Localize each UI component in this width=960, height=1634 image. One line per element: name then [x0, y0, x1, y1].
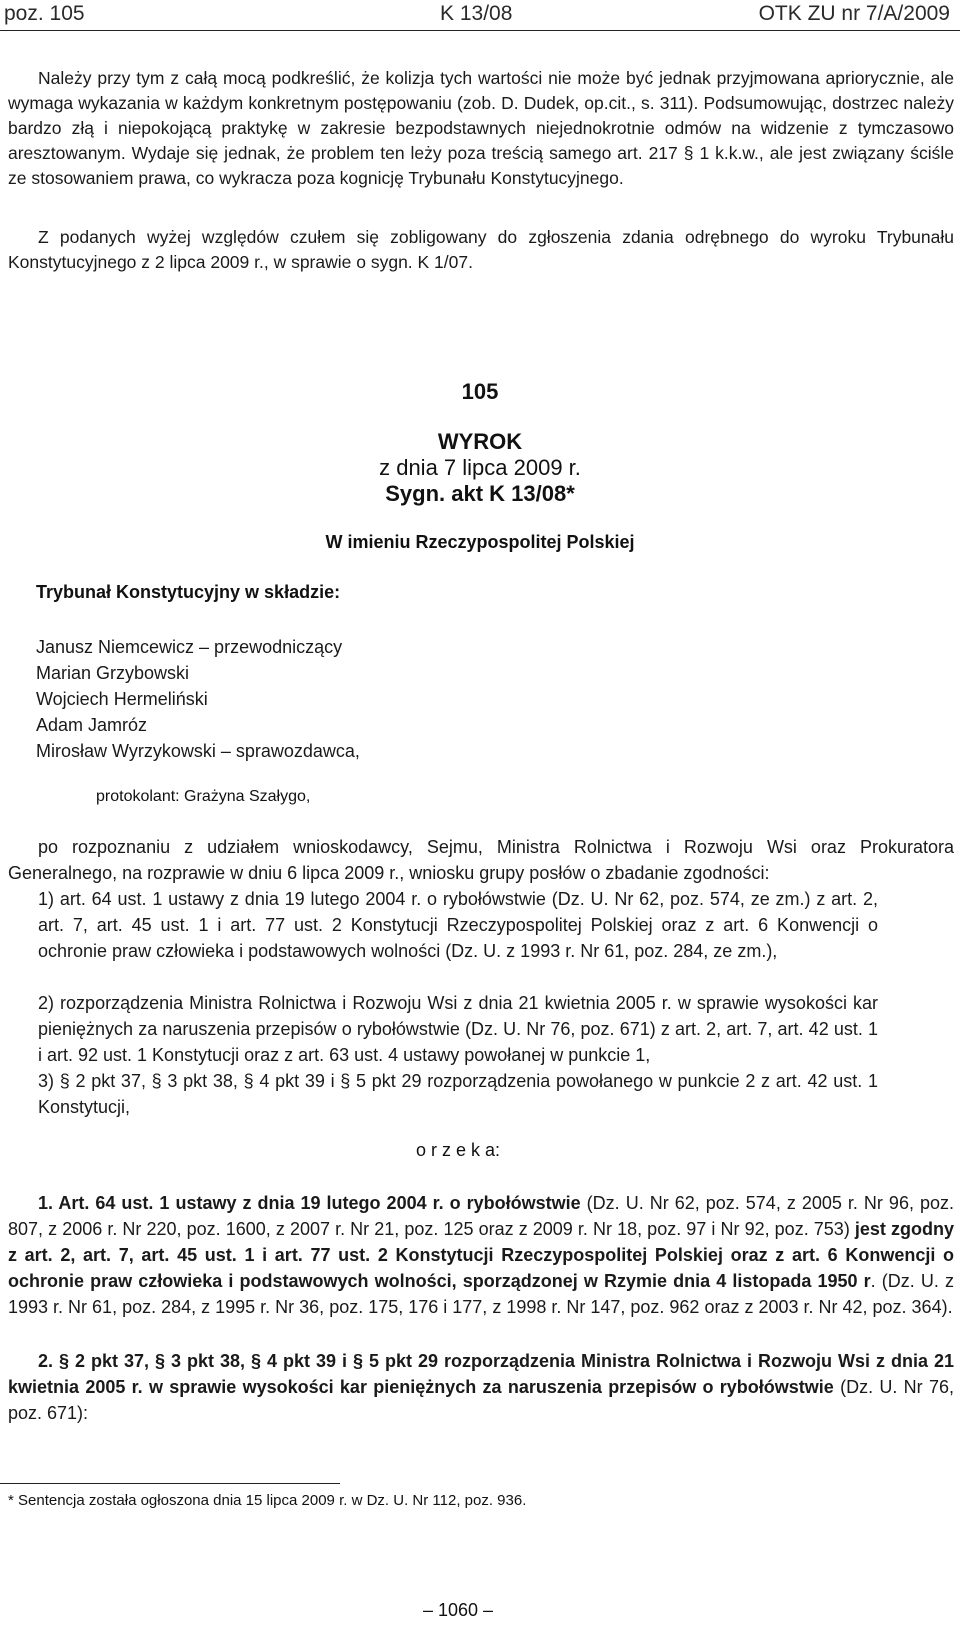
ruling-point-1-provision: 1. Art. 64 ust. 1 ustawy z dnia 19 lutego 2004 r. o rybołówstwie [38, 1193, 581, 1213]
footnote-divider [0, 1483, 340, 1484]
ruling-point-2-provision: 2. § 2 pkt 37, § 3 pkt 38, § 4 pkt 39 i § 5 pkt 29 rozporządzenia Ministra Rolnictwa i Rozwoju Wsi z dnia 21 kwietnia 2005 r. w sprawie wysokości kar pieniężnych za naruszenia przepisów o rybołówstwie [8, 1351, 954, 1397]
invocation: W imieniu Rzeczypospolitej Polskiej [325, 532, 635, 552]
header-position: poz. 105 [4, 2, 85, 25]
proceedings-item-1: 1) art. 64 ust. 1 ustawy z dnia 19 lutego 2004 r. o rybołówstwie (Dz. U. Nr 62, poz. 574, ze zm.) z art. 2, art. 7, art. 45 ust. 1 i art. 77 ust. 2 Konstytucji Rzeczypospolitej Polskiej oraz z art. 6 Konwencji o ochronie praw człowieka i podstawowych wolności (Dz. U. z 1993 r. Nr 61, poz. 284, ze zm.), [38, 889, 878, 961]
judgment-number: 105 [461, 379, 499, 404]
ruling-point-2-citation: (Dz. U. Nr 76, poz. 671): [8, 1377, 954, 1423]
intro-paragraph-2: Z podanych wyżej względów czułem się zobligowany do zgłoszenia zdania odrębnego do wyroku Trybunału Konstytucyjnego z 2 lipca 2009 r., w sprawie o sygn. K 1/07. [8, 227, 954, 272]
ruling-point-2 [8, 1348, 954, 1426]
member-5: Mirosław Wyrzykowski – sprawozdawca, [36, 741, 360, 761]
composition-list [36, 634, 360, 764]
composition-heading: Trybunał Konstytucyjny w składzie: [36, 582, 341, 602]
member-1: Janusz Niemcewicz – przewodniczący [36, 637, 343, 657]
judgment-title: WYROK [437, 429, 523, 454]
header-divider [0, 30, 960, 31]
ruling-heading: o r z e k a: [416, 1140, 501, 1160]
intro-paragraph-1: Należy przy tym z całą mocą podkreślić, że kolizja tych wartości nie może być jednak przyjmowana apriorycznie, ale wymaga wykazania w każdym konkretnym postępowaniu (zob. D. Dudek, op.cit., s. 311). Podsumowując, dostrzec należy bardzo złą i niepokojącą praktykę w zakresie bezpodstawnych niejednokrotnie odmów na widzenie z tymczasowo aresztowanym. Wydaje się jednak, że problem ten leży poza treścią samego art. 217 § 1 k.k.w., ale jest związany ściśle ze stosowaniem prawa, co wykracza poza kognicję Trybunału Konstytucyjnego. [8, 68, 954, 188]
ruling-point-1-citation: (Dz. U. Nr 62, poz. 574, z 2005 r. Nr 96, poz. 807, z 2006 r. Nr 220, poz. 1600, z 2007 r. Nr 21, poz. 125 oraz z 2009 r. Nr 18, poz. 97 i Nr 92, poz. 753) [8, 1193, 954, 1239]
member-4: Adam Jamróz [36, 715, 148, 735]
header-journal: OTK ZU nr 7/A/2009 [758, 2, 950, 25]
proceedings-item-2: 2) rozporządzenia Ministra Rolnictwa i Rozwoju Wsi z dnia 21 kwietnia 2005 r. w sprawie wysokości kar pieniężnych za naruszenia przepisów o rybołówstwie (Dz. U. Nr 76, poz. 671) z art. 2, art. 7, art. 42 ust. 1 i art. 92 ust. 1 Konstytucji oraz z art. 63 ust. 4 ustawy powołanej w punkcie 1, [38, 993, 878, 1065]
ruling-point-1 [8, 1190, 954, 1320]
judgment-signature: Sygn. akt K 13/08* [385, 481, 575, 506]
member-2: Marian Grzybowski [36, 663, 190, 683]
ruling-point-1-verdict: jest zgodny z art. 2, art. 7, art. 45 ust. 1 i art. 77 ust. 2 Konstytucji Rzeczypospolitej Polskiej oraz z art. 6 Konwencji o ochronie praw człowieka i podstawowych wolności, sporządzonej w Rzymie dnia 4 listopada 1950 r [8, 1219, 955, 1291]
running-header [0, 0, 960, 30]
page-number: – 1060 – [423, 1600, 494, 1620]
proceedings-intro: po rozpoznaniu z udziałem wnioskodawcy, Sejmu, Ministra Rolnictwa i Rozwoju Wsi oraz Prokuratora Generalnego, na rozprawie w dniu 6 lipca 2009 r., wniosku grupy posłów o zbadanie zgodności: [8, 837, 954, 883]
ruling-point-1-citation-2: . (Dz. U. z 1993 r. Nr 61, poz. 284, z 1995 r. Nr 36, poz. 175, 176 i 177, z 1998 r. Nr 147, poz. 962 oraz z 2003 r. Nr 42, poz. 364). [8, 1271, 955, 1317]
member-3: Wojciech Hermeliński [36, 689, 208, 709]
footnote: * Sentencja została ogłoszona dnia 15 lipca 2009 r. w Dz. U. Nr 112, poz. 936. [8, 1492, 527, 1509]
clerk: protokolant: Grażyna Szałygo, [96, 788, 311, 805]
judgment-date: z dnia 7 lipca 2009 r. [379, 455, 581, 480]
header-case-number: K 13/08 [440, 2, 513, 25]
proceedings-item-3: 3) § 2 pkt 37, § 3 pkt 38, § 4 pkt 39 i § 5 pkt 29 rozporządzenia powołanego w punkcie 2 z art. 42 ust. 1 Konstytucji, [38, 1071, 878, 1117]
